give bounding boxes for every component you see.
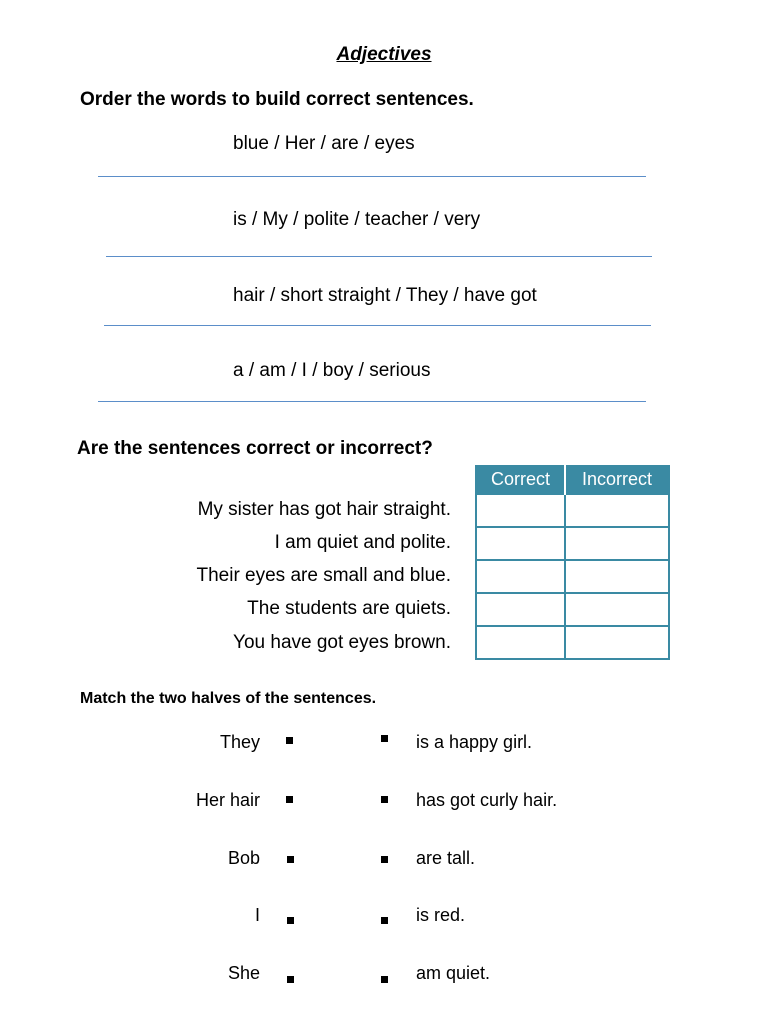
cq-sentence-5: You have got eyes brown. [233, 632, 451, 653]
scrambled-sentence-1: blue / Her / are / eyes [233, 133, 415, 154]
match-left-4: I [254, 905, 260, 925]
match-right-bullet-icon[interactable] [381, 856, 388, 863]
correct-incorrect-table [475, 465, 670, 660]
answer-line-2[interactable] [106, 256, 652, 257]
incorrect-checkbox-cell[interactable] [565, 527, 669, 560]
match-right-5: am quiet. [416, 963, 491, 983]
answer-line-3[interactable] [104, 325, 651, 326]
scrambled-sentence-3: hair / short straight / They / have got [233, 285, 537, 306]
match-left-bullet-icon[interactable] [287, 976, 294, 983]
section-matching-heading: Match the two halves of the sentences. [80, 690, 377, 707]
table-row [476, 626, 669, 659]
table-row [476, 527, 669, 560]
incorrect-checkbox-cell[interactable] [565, 494, 669, 527]
table-row [476, 494, 669, 527]
match-right-3: are tall. [416, 848, 476, 868]
section-correct-incorrect-heading: Are the sentences correct or incorrect? [77, 438, 433, 459]
match-right-bullet-icon[interactable] [381, 735, 388, 742]
match-left-5: She [227, 963, 260, 983]
match-left-bullet-icon[interactable] [286, 796, 293, 803]
match-left-3: Bob [227, 848, 260, 868]
match-right-2: has got curly hair. [416, 790, 558, 810]
scrambled-sentence-4: a / am / I / boy / serious [233, 360, 431, 381]
match-right-1: is a happy girl. [416, 732, 533, 752]
table-row [476, 560, 669, 593]
match-left-bullet-icon[interactable] [287, 856, 294, 863]
match-left-2: Her hair [195, 790, 260, 810]
match-left-bullet-icon[interactable] [287, 917, 294, 924]
cq-sentence-3: Their eyes are small and blue. [196, 565, 451, 586]
cq-sentence-1: My sister has got hair straight. [197, 499, 451, 520]
cq-sentence-2: I am quiet and polite. [274, 532, 451, 553]
page-title: Adjectives [336, 44, 432, 65]
correct-checkbox-cell[interactable] [476, 593, 565, 626]
match-right-4: is red. [416, 905, 466, 925]
answer-line-4[interactable] [98, 401, 646, 402]
match-right-bullet-icon[interactable] [381, 796, 388, 803]
correct-checkbox-cell[interactable] [476, 560, 565, 593]
incorrect-checkbox-cell[interactable] [565, 626, 669, 659]
match-right-bullet-icon[interactable] [381, 976, 388, 983]
answer-line-1[interactable] [98, 176, 646, 177]
match-right-bullet-icon[interactable] [381, 917, 388, 924]
correct-checkbox-cell[interactable] [476, 626, 565, 659]
scrambled-sentence-2: is / My / polite / teacher / very [233, 209, 481, 230]
correct-checkbox-cell[interactable] [476, 494, 565, 527]
cq-sentence-4: The students are quiets. [247, 598, 451, 619]
column-header-correct: Correct [476, 465, 565, 494]
table-row [476, 593, 669, 626]
incorrect-checkbox-cell[interactable] [565, 593, 669, 626]
section-ordering-heading: Order the words to build correct sentences. [80, 89, 474, 110]
match-left-bullet-icon[interactable] [286, 737, 293, 744]
correct-checkbox-cell[interactable] [476, 527, 565, 560]
incorrect-checkbox-cell[interactable] [565, 560, 669, 593]
match-left-1: They [219, 732, 260, 752]
column-header-incorrect: Incorrect [565, 465, 669, 494]
